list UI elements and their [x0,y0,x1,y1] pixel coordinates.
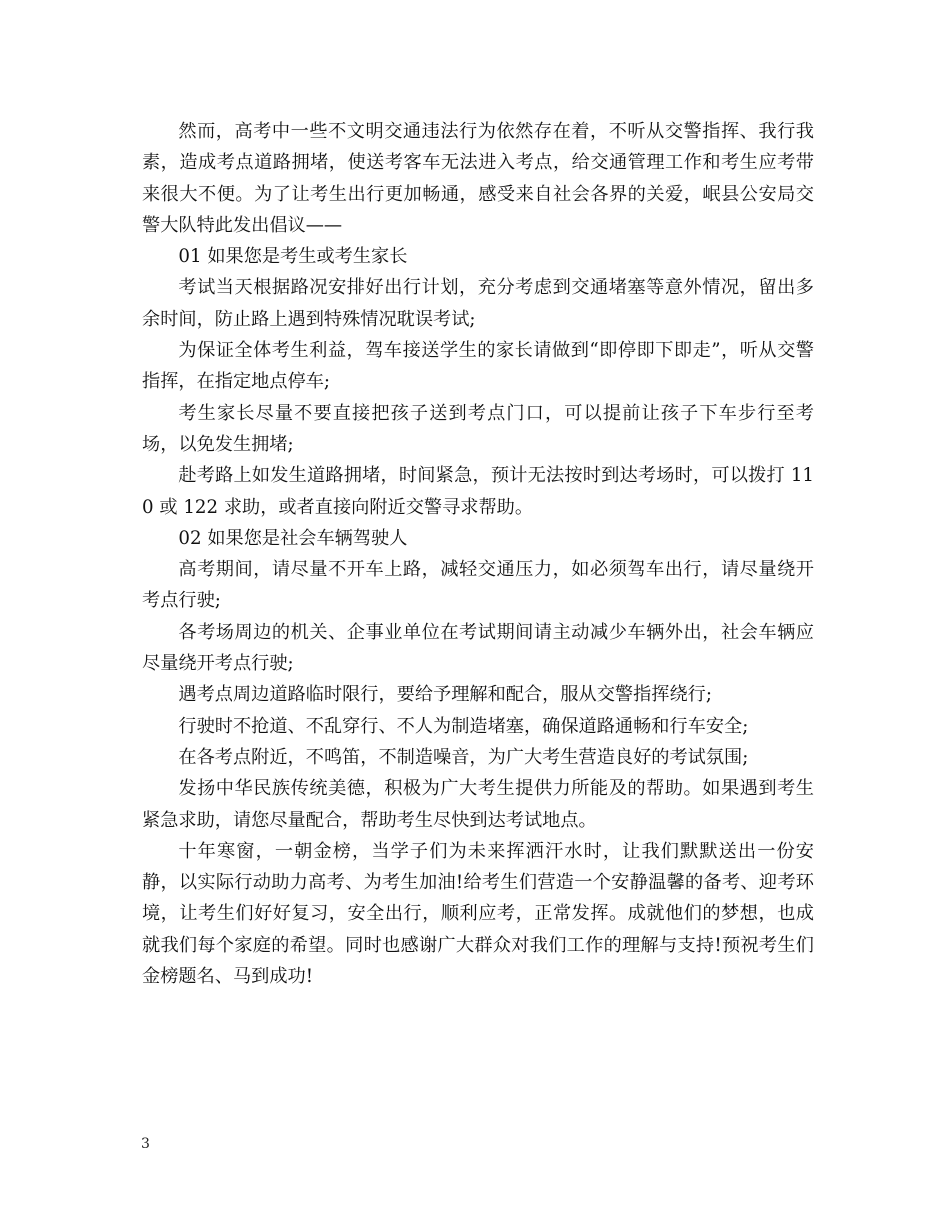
paragraph-closing: 十年寒窗，一朝金榜，当学子们为未来挥洒汗水时，让我们默默送出一份安静，以实际行动助力高考、为考生加油!给考生们营造一个安静温馨的备考、迎考环境，让考生们好好复习，安全出行，顺利应考，正常发挥。成就他们的梦想，也成就我们每个家庭的希望。同时也感谢广大群众对我们工作的理解与支持!预祝考生们金榜题名、马到成功! [142,840,814,988]
paragraph-drop-off: 考生家长尽量不要直接把孩子送到考点门口，可以提前让孩子下车步行至考场，以免发生拥堵; [142,402,814,455]
paragraph-parking: 为保证全体考生利益，驾车接送学生的家长请做到“即停即下即走”，听从交警指挥，在指定地点停车; [142,340,814,393]
paragraph-safe-driving: 行驶时不抢道、不乱穿行、不人为制造堵塞，确保道路通畅和行车安全; [178,715,749,737]
paragraph-intro: 然而，高考中一些不文明交通违法行为依然存在着，不听从交警指挥、我行我素，造成考点道路拥堵，使送考客车无法进入考点，给交通管理工作和考生应考带来很大不便。为了让考生出行更加畅通，感受来自社会各界的关爱，岷县公安局交警大队特此发出倡议—— [142,121,814,236]
paragraph-avoid-driving: 高考期间，请尽量不开车上路，减轻交通压力，如必须驾车出行，请尽量绕开考点行驶; [142,559,814,612]
section-heading-candidates: 01 如果您是考生或考生家长 [178,246,408,268]
paragraph-no-noise: 在各考点附近，不鸣笛，不制造噪音，为广大考生营造良好的考试氛围; [178,746,749,768]
paragraph-travel-plan: 考试当天根据路况安排好出行计划，充分考虑到交通堵塞等意外情况，留出多余时间，防止路上遇到特殊情况耽误考试; [142,277,814,330]
document-body [142,116,814,992]
section-heading-drivers: 02 如果您是社会车辆驾驶人 [178,527,408,549]
paragraph-detour: 遇考点周边道路临时限行，要给予理解和配合，服从交警指挥绕行; [178,684,712,706]
paragraph-help-candidates: 发扬中华民族传统美德，积极为广大考生提供力所能及的帮助。如果遇到考生紧急求助，请您尽量配合，帮助考生尽快到达考试地点。 [142,778,814,831]
paragraph-emergency-help: 赴考路上如发生道路拥堵，时间紧急，预计无法按时到达考场时，可以拨打 110 或 122 求助，或者直接向附近交警寻求帮助。 [142,465,814,518]
page-number: 3 [141,1136,150,1152]
paragraph-reduce-vehicles: 各考场周边的机关、企事业单位在考试期间请主动减少车辆外出，社会车辆应尽量绕开考点行驶; [142,621,814,675]
